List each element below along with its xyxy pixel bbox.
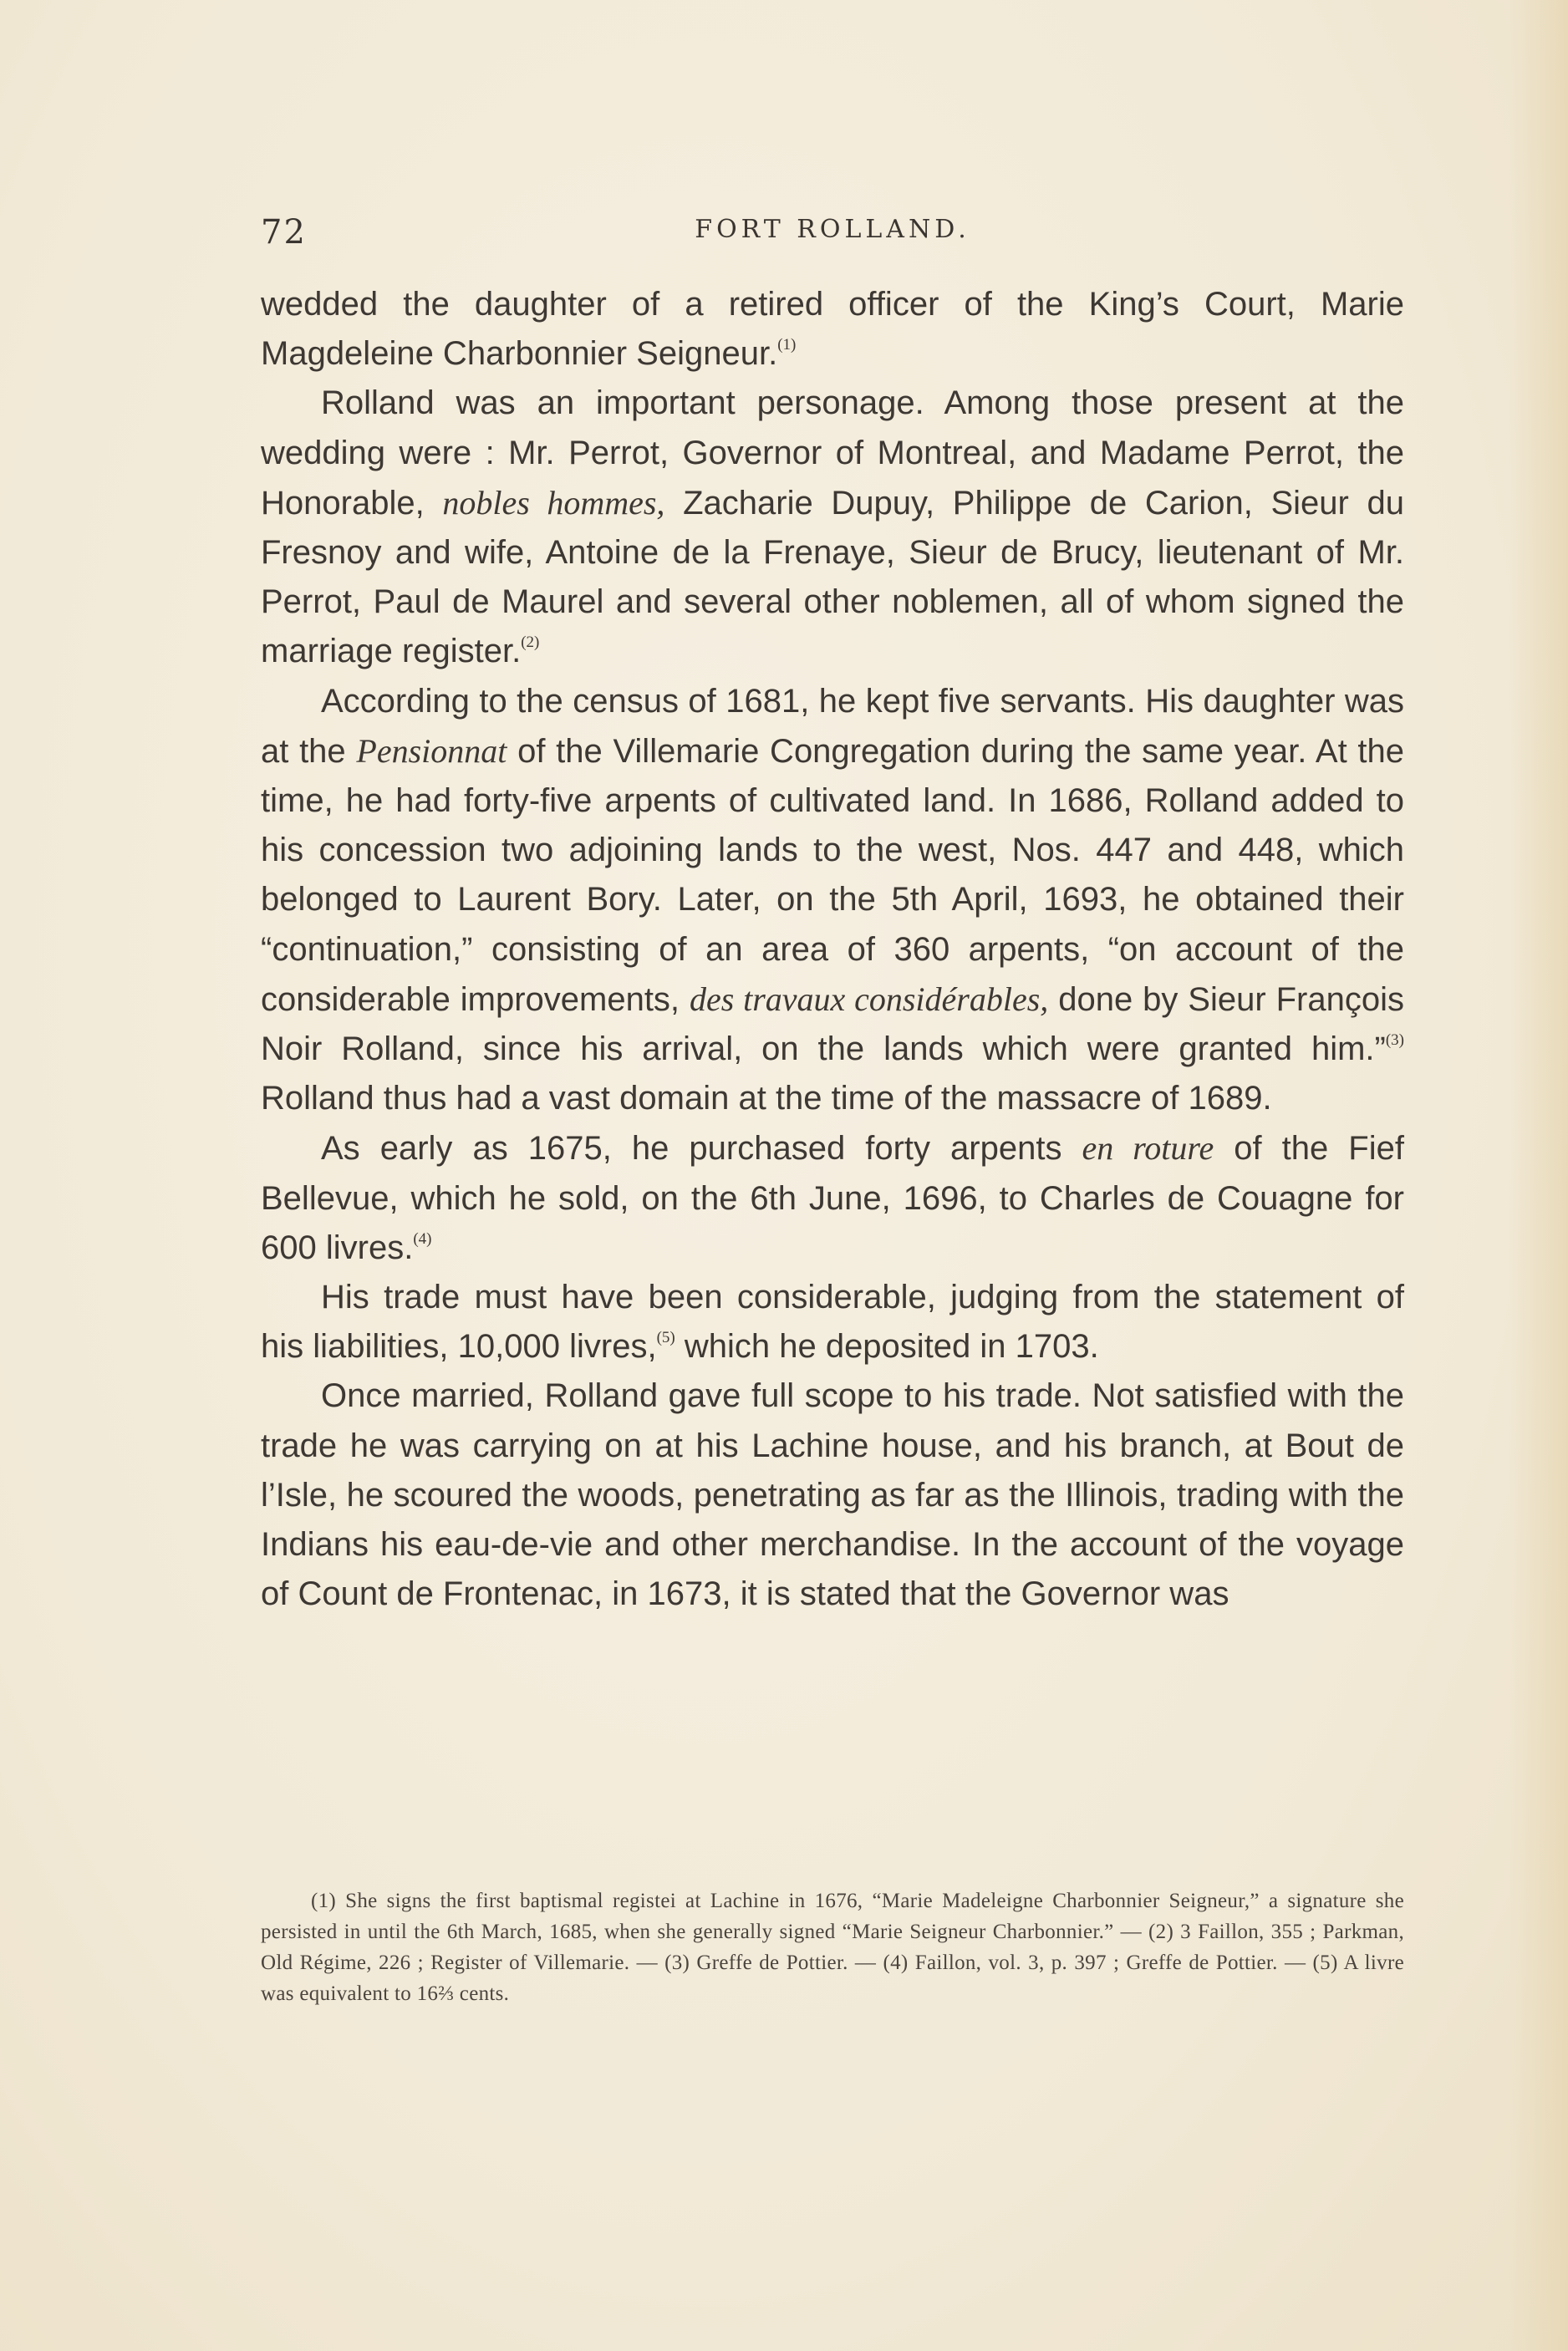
paragraph-2-text-a: Rolland was an important personage. Among those present at the wedding were : Mr. Perrot, Governor of Montreal, and Madame Perrot, the Honorable, — [261, 384, 1404, 522]
paragraph-6 — [261, 1371, 1404, 1619]
paragraph-3 — [261, 677, 1404, 1124]
footnote-ref-2: (2) — [521, 634, 540, 652]
paragraph-3-text-c: done by Sieur François Noir Rolland, since his arrival, on the lands which were granted him.” — [261, 980, 1404, 1068]
italic-phrase: des travaux considérables, — [689, 980, 1049, 1018]
italic-phrase: en roture — [1082, 1129, 1214, 1168]
footnote-ref-5: (5) — [656, 1329, 675, 1347]
paragraph-6-text: Once married, Rolland gave full scope to his trade. Not satisfied with the trade he was carrying on at his Lachine house, and his branch, at Bout de l’Isle, he scoured the woods, penetrating as far as the Illinois, trading with the Indians his eau-de-vie and other merchandise. In the account of the voyage of Count de Frontenac, in 1673, it is stated that the Governor was — [261, 1377, 1404, 1613]
paragraph-5-text-b: which he deposited in 1703. — [675, 1328, 1099, 1366]
footnote-ref-3: (3) — [1385, 1031, 1404, 1050]
paragraph-1 — [261, 280, 1404, 379]
paragraph-2-text-b: Zacharie Dupuy, Philippe de Carion, Sieur du Fresnoy and wife, Antoine de la Frenaye, Sieur de Brucy, lieutenant of Mr. Perrot, Paul de Maurel and several other noblemen, all of whom signed the marriage register. — [261, 484, 1405, 670]
italic-phrase: Pensionnat — [356, 731, 507, 770]
paragraph-3-text-b: of the Villemarie Congregation during the same year. At the time, he had forty-five arpents of cultivated land. In 1686, Rolland added to his concession two adjoining lands to the west, Nos. 447 and 448, which belonged to Laurent Bory. Later, on the 5th April, 1693, he obtained their “continuation,” consisting of an area of 360 arpents, “on account of the considerable improvements, — [261, 732, 1404, 1018]
paragraph-5-text-a: His trade must have been considerable, judging from the statement of his liabilities, 10,000 livres, — [261, 1279, 1404, 1366]
paragraph-3-text-d: Rolland thus had a vast domain at the time of the massacre of 1689. — [261, 1080, 1272, 1117]
paragraph-4-text-a: As early as 1675, he purchased forty arpents — [321, 1130, 1082, 1168]
paragraph-3-text-a: According to the census of 1681, he kept five servants. His daughter was at the — [261, 682, 1404, 770]
paragraph-4 — [261, 1123, 1404, 1273]
page-header — [261, 213, 1404, 263]
running-head: FORT ROLLAND. — [695, 215, 970, 244]
footnote-ref-1: (1) — [777, 336, 797, 354]
paragraph-2 — [261, 379, 1404, 676]
paragraph-1-text: wedded the daughter of a retired officer of the King’s Court, Marie Magdeleine Charbonnier Seigneur. — [261, 286, 1404, 373]
footnote-text: (1) She signs the first baptismal registei at Lachine in 1676, “Marie Madeleigne Charbonnier Seigneur,” a signature she persisted in until the 6th March, 1685, when she generally signed “Marie Seigneur Charbonnier.” — (2) 3 Faillon, 355 ; Parkman, Old Régime, 226 ; Register of Villemarie. — (3) Greffe de Pottier. — (4) Faillon, vol. 3, p. 397 ; Greffe de Pottier. — (5) A livre was equivalent to 16⅔ cents. — [261, 1890, 1404, 2005]
footnote-ref-4: (4) — [413, 1229, 432, 1248]
body-text — [261, 280, 1404, 1619]
page-number: 72 — [261, 213, 307, 252]
footnotes — [261, 1885, 1404, 2009]
paragraph-4-text-b: of the Fief Bellevue, which he sold, on the 6th June, 1696, to Charles de Couagne for 600 livres. — [261, 1130, 1404, 1266]
paragraph-5 — [261, 1273, 1404, 1371]
page-edge-shadow — [1509, 0, 1568, 2351]
italic-phrase: nobles hommes, — [442, 483, 665, 522]
